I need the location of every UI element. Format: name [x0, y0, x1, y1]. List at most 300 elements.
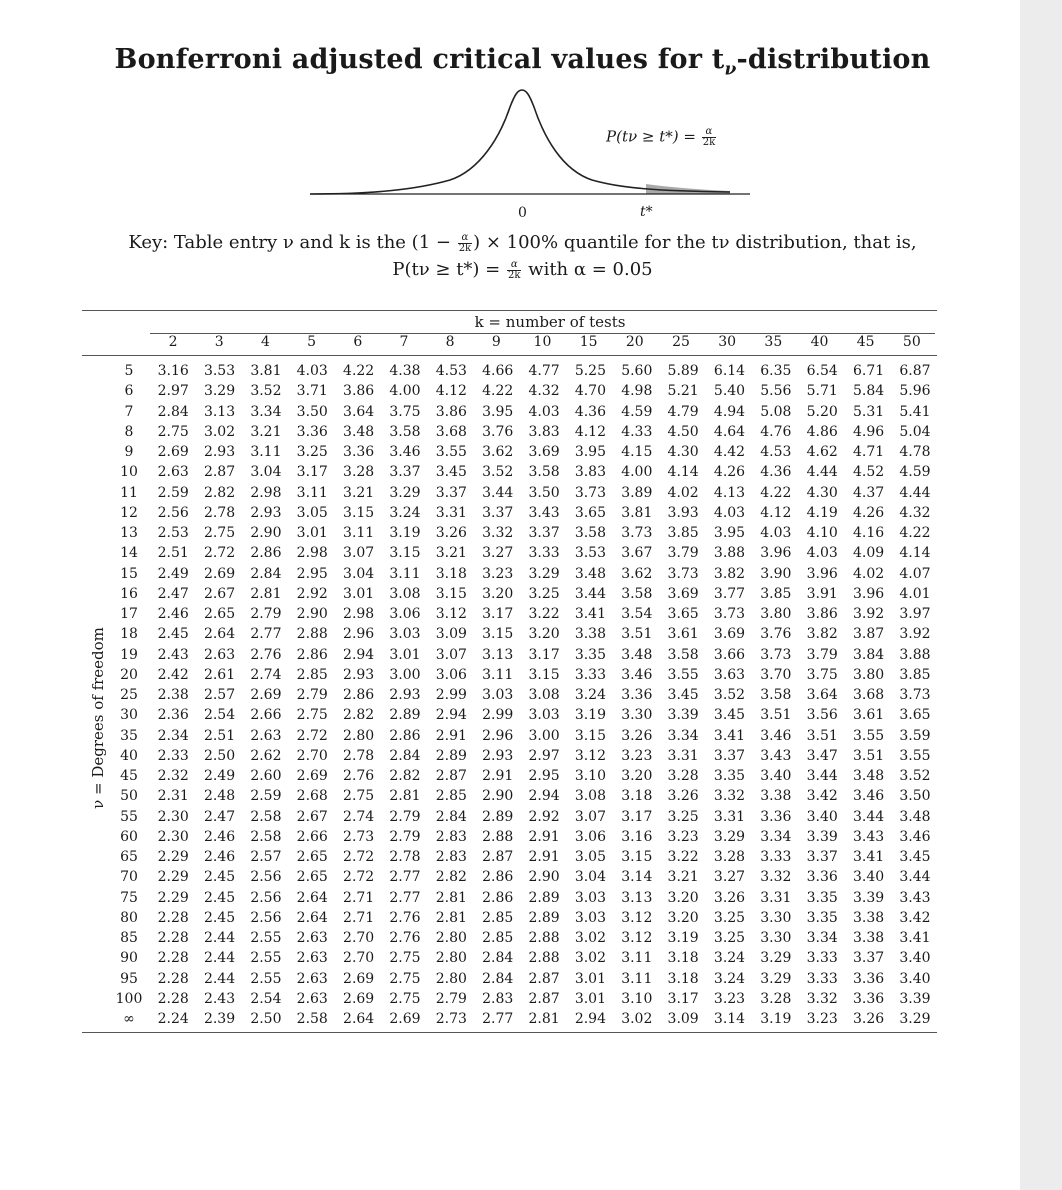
critical-value-cell: 4.96: [852, 423, 885, 440]
k-value-header: 50: [902, 334, 921, 350]
degrees-of-freedom-cell: 18: [120, 626, 138, 643]
critical-value-cell: 2.96: [482, 727, 514, 744]
critical-value-cell: 2.98: [296, 545, 328, 562]
critical-value-cell: 2.84: [482, 950, 514, 967]
critical-value-cell: 4.12: [574, 423, 606, 440]
critical-value-cell: 2.93: [343, 666, 375, 683]
critical-value-cell: 4.03: [806, 545, 838, 562]
critical-value-cell: 3.58: [621, 585, 653, 602]
critical-value-cell: 3.43: [852, 828, 885, 845]
table-row: [108, 361, 938, 381]
critical-value-cell: 2.45: [203, 889, 236, 906]
critical-value-cell: 3.66: [713, 646, 746, 663]
critical-value-cell: 2.51: [157, 545, 189, 562]
critical-value-cell: 3.18: [667, 950, 699, 967]
critical-value-cell: 3.21: [435, 545, 467, 562]
critical-value-cell: 3.11: [621, 970, 653, 987]
critical-value-cell: 3.40: [806, 808, 838, 825]
critical-value-cell: 3.56: [806, 707, 838, 724]
critical-value-cell: 3.43: [899, 889, 931, 906]
critical-value-cell: 4.02: [852, 565, 885, 582]
critical-value-cell: 3.96: [806, 565, 838, 582]
critical-value-cell: 3.37: [528, 525, 560, 541]
critical-value-cell: 2.75: [389, 970, 421, 987]
table-row: [108, 969, 938, 989]
critical-value-cell: 3.83: [574, 464, 606, 481]
critical-value-cell: 4.36: [760, 464, 792, 481]
critical-value-cell: 3.46: [760, 727, 792, 744]
critical-value-cell: 3.64: [806, 687, 838, 703]
critical-value-cell: 3.42: [806, 788, 838, 805]
critical-value-cell: 4.33: [621, 423, 653, 440]
critical-value-cell: 3.05: [296, 504, 328, 521]
critical-value-cell: 2.63: [203, 646, 236, 663]
critical-value-cell: 4.02: [667, 484, 699, 501]
critical-value-cell: 3.62: [621, 565, 653, 582]
critical-value-cell: 3.32: [806, 990, 838, 1007]
critical-value-cell: 2.72: [296, 727, 328, 744]
critical-value-cell: 3.93: [667, 504, 699, 521]
critical-value-cell: 3.00: [528, 727, 560, 744]
critical-value-cell: 3.38: [574, 626, 606, 643]
critical-value-cell: 3.68: [435, 423, 467, 440]
critical-value-cell: 3.80: [852, 666, 885, 683]
degrees-of-freedom-cell: 55: [120, 808, 138, 825]
critical-value-cell: 2.73: [435, 1011, 467, 1027]
critical-value-cell: 3.82: [806, 626, 838, 643]
critical-value-cell: 5.56: [760, 383, 792, 400]
critical-value-cell: 2.57: [203, 687, 236, 703]
critical-value-cell: 3.15: [389, 545, 421, 562]
critical-value-cell: 3.40: [899, 970, 931, 987]
critical-value-cell: 3.58: [528, 464, 560, 481]
critical-value-cell: 3.33: [806, 950, 838, 967]
critical-value-cell: 3.38: [760, 788, 792, 805]
critical-value-cell: 3.51: [806, 727, 838, 744]
critical-value-cell: 4.77: [528, 363, 560, 379]
critical-value-cell: 4.10: [806, 525, 838, 541]
critical-value-cell: 3.33: [574, 666, 606, 683]
critical-value-cell: 2.81: [435, 889, 467, 906]
critical-value-cell: 3.37: [852, 950, 885, 967]
critical-value-cell: 2.93: [482, 747, 514, 764]
critical-value-cell: 3.95: [574, 444, 606, 460]
critical-value-cell: 2.59: [250, 788, 282, 805]
critical-value-cell: 3.45: [899, 849, 931, 865]
critical-value-cell: 2.86: [343, 687, 375, 703]
critical-value-cell: 3.36: [806, 869, 838, 886]
critical-value-cell: 5.60: [621, 363, 653, 379]
critical-value-cell: 3.26: [435, 525, 467, 541]
critical-value-cell: 2.54: [203, 707, 236, 724]
critical-value-cell: 3.47: [806, 747, 838, 764]
critical-value-cell: 3.91: [806, 585, 838, 602]
critical-value-cell: 2.43: [157, 646, 189, 663]
critical-value-cell: 2.87: [528, 990, 560, 1007]
critical-value-cell: 3.24: [713, 970, 746, 987]
critical-value-cell: 2.28: [157, 909, 189, 926]
degrees-of-freedom-cell: 45: [120, 768, 138, 784]
critical-value-cell: 3.22: [667, 849, 699, 865]
key-line-2: P(tν ≥ t*) = $\frac{\alpha}{2k}$ with α = 0.05: [392, 258, 653, 281]
critical-value-cell: 3.29: [760, 970, 792, 987]
critical-value-cell: 4.07: [899, 565, 931, 582]
critical-value-cell: 2.69: [389, 1011, 421, 1027]
k-header: k = number of tests: [474, 313, 626, 331]
table-row: [108, 705, 938, 725]
critical-value-cell: 3.31: [435, 504, 467, 521]
critical-value-cell: 3.79: [806, 646, 838, 663]
k-value-header: 10: [533, 334, 552, 350]
table-row: [108, 543, 938, 563]
critical-value-cell: 2.83: [435, 828, 467, 845]
critical-value-cell: 2.99: [435, 687, 467, 703]
critical-value-cell: 3.41: [852, 849, 885, 865]
critical-value-cell: 2.80: [435, 950, 467, 967]
critical-value-cell: 3.80: [760, 606, 792, 622]
critical-value-cell: 3.28: [713, 849, 746, 865]
critical-value-cell: 3.89: [621, 484, 653, 501]
critical-value-cell: 3.39: [852, 889, 885, 906]
critical-value-cell: 4.15: [621, 444, 653, 460]
table-row: [108, 523, 938, 543]
k-values-row: [150, 334, 935, 350]
critical-value-cell: 2.55: [250, 970, 282, 987]
critical-value-cell: 2.85: [482, 909, 514, 926]
critical-value-cell: 4.79: [667, 403, 699, 420]
critical-value-cell: 3.52: [713, 687, 746, 703]
table-row: [108, 726, 938, 746]
table-row: [108, 422, 938, 442]
critical-value-cell: 3.55: [667, 666, 699, 683]
critical-value-cell: 2.80: [343, 727, 375, 744]
critical-value-cell: 3.06: [435, 666, 467, 683]
table-row: [108, 402, 938, 422]
critical-value-cell: 3.37: [482, 504, 514, 521]
critical-value-cell: 3.40: [760, 768, 792, 784]
critical-value-cell: 2.83: [482, 990, 514, 1007]
critical-value-cell: 2.90: [296, 606, 328, 622]
critical-value-cell: 2.93: [250, 504, 282, 521]
critical-value-cell: 3.46: [621, 666, 653, 683]
table-row: [108, 948, 938, 968]
critical-value-cell: 3.06: [574, 828, 606, 845]
critical-value-cell: 3.86: [343, 383, 375, 400]
critical-value-cell: 4.22: [482, 383, 514, 400]
critical-value-cell: 2.46: [203, 849, 236, 865]
critical-value-cell: 3.45: [435, 464, 467, 481]
critical-value-cell: 2.55: [250, 930, 282, 946]
critical-value-cell: 3.37: [806, 849, 838, 865]
critical-value-cell: 5.21: [667, 383, 699, 400]
critical-value-cell: 3.01: [574, 990, 606, 1007]
critical-value-cell: 3.96: [760, 545, 792, 562]
critical-value-cell: 3.20: [667, 889, 699, 906]
critical-value-cell: 3.19: [760, 1011, 792, 1027]
critical-value-cell: 3.18: [435, 565, 467, 582]
critical-value-cell: 3.45: [667, 687, 699, 703]
critical-value-cell: 3.53: [203, 363, 236, 379]
critical-value-cell: 3.81: [621, 504, 653, 521]
right-margin-bar: [1020, 0, 1062, 1190]
critical-value-cell: 3.62: [482, 444, 514, 460]
critical-value-cell: 3.21: [667, 869, 699, 886]
critical-value-cell: 3.44: [852, 808, 885, 825]
alpha-over-2k-fraction: $\frac{\alpha}{2k}$: [508, 258, 521, 281]
critical-value-cell: 2.29: [157, 849, 189, 865]
critical-value-cell: 2.72: [203, 545, 236, 562]
critical-value-cell: 4.09: [852, 545, 885, 562]
table-row: [108, 564, 938, 584]
critical-value-cell: 3.48: [899, 808, 931, 825]
critical-value-cell: 4.30: [667, 444, 699, 460]
critical-value-cell: 4.32: [528, 383, 560, 400]
critical-value-cell: 3.11: [621, 950, 653, 967]
degrees-of-freedom-cell: 10: [120, 464, 138, 481]
degrees-of-freedom-cell: 85: [120, 930, 138, 946]
critical-value-cell: 2.67: [203, 585, 236, 602]
critical-value-cell: 3.37: [713, 747, 746, 764]
table-row: [108, 928, 938, 948]
critical-value-cell: 3.33: [760, 849, 792, 865]
critical-value-cell: 3.29: [389, 484, 421, 501]
critical-value-cell: 3.20: [621, 768, 653, 784]
critical-value-cell: 2.33: [157, 747, 189, 764]
critical-value-cell: 2.58: [250, 808, 282, 825]
critical-value-cell: 3.86: [435, 403, 467, 420]
critical-value-cell: 2.70: [343, 930, 375, 946]
critical-value-cell: 2.84: [435, 808, 467, 825]
critical-value-cell: 3.25: [528, 585, 560, 602]
critical-value-cell: 2.97: [528, 747, 560, 764]
table-row: [108, 442, 938, 462]
critical-value-cell: 2.56: [250, 869, 282, 886]
critical-value-cell: 3.92: [899, 626, 931, 643]
critical-value-cell: 3.25: [296, 444, 328, 460]
k-value-header: 35: [764, 334, 783, 350]
critical-value-cell: 2.71: [343, 889, 375, 906]
critical-value-cell: 3.58: [760, 687, 792, 703]
critical-value-cell: 3.07: [343, 545, 375, 562]
critical-value-cell: 3.11: [250, 444, 282, 460]
page-title: Bonferroni adjusted critical values for $t_\nu$-distribution: [114, 44, 931, 80]
k-value-header: 6: [353, 334, 363, 350]
critical-value-cell: 2.58: [250, 828, 282, 845]
critical-value-cell: 2.66: [296, 828, 328, 845]
critical-value-cell: 3.41: [574, 606, 606, 622]
critical-value-cell: 3.44: [482, 484, 514, 501]
critical-value-cell: 2.99: [482, 707, 514, 724]
critical-value-cell: 3.02: [574, 930, 606, 946]
critical-value-cell: 3.12: [621, 909, 653, 926]
degrees-of-freedom-cell: ∞: [123, 1011, 135, 1027]
critical-value-cell: 2.45: [203, 909, 236, 926]
critical-value-cell: 3.11: [343, 525, 375, 541]
critical-value-cell: 2.44: [203, 930, 236, 946]
table-row: [108, 503, 938, 523]
critical-value-cell: 3.37: [389, 464, 421, 481]
critical-value-cell: 3.13: [482, 646, 514, 663]
critical-value-cell: 3.68: [852, 687, 885, 703]
critical-value-cell: 2.68: [296, 788, 328, 805]
critical-value-cell: 2.70: [296, 747, 328, 764]
degrees-of-freedom-cell: 9: [124, 444, 134, 460]
critical-value-cell: 4.50: [667, 423, 699, 440]
critical-value-cell: 5.71: [806, 383, 838, 400]
critical-value-cell: 2.56: [250, 889, 282, 906]
critical-value-cell: 3.29: [528, 565, 560, 582]
critical-value-cell: 3.38: [852, 930, 885, 946]
key-line-1: Key: Table entry ν and k is the (1 − $\frac{\alpha}{2k}$ ) × 100% quantile for the tν distribution, that is,: [128, 231, 917, 254]
critical-value-cell: 3.32: [482, 525, 514, 541]
critical-value-cell: 2.75: [389, 990, 421, 1007]
critical-value-cell: 3.01: [343, 585, 375, 602]
table-row: [108, 1009, 938, 1029]
critical-value-cell: 2.91: [435, 727, 467, 744]
critical-value-cell: 2.91: [528, 828, 560, 845]
critical-value-cell: 3.03: [389, 626, 421, 643]
critical-value-cell: 3.18: [667, 970, 699, 987]
critical-value-cell: 3.28: [667, 768, 699, 784]
critical-value-cell: 2.34: [157, 727, 189, 744]
alpha-over-2k-fraction: $\frac{\alpha}{2k}$: [702, 126, 716, 148]
critical-value-cell: 3.45: [713, 707, 746, 724]
critical-value-cell: 3.05: [574, 849, 606, 865]
critical-value-cell: 3.26: [713, 889, 746, 906]
k-value-header: 3: [214, 334, 224, 350]
k-value-header: 4: [260, 334, 270, 350]
critical-value-cell: 2.64: [203, 626, 236, 643]
critical-value-cell: 2.64: [296, 889, 328, 906]
critical-value-cell: 2.74: [343, 808, 375, 825]
critical-value-cell: 2.70: [343, 950, 375, 967]
critical-value-cell: 2.87: [203, 464, 236, 481]
critical-value-cell: 2.49: [203, 768, 236, 784]
critical-value-cell: 3.32: [760, 869, 792, 886]
degrees-of-freedom-cell: 13: [120, 525, 138, 541]
critical-value-cell: 2.60: [250, 768, 282, 784]
critical-value-cell: 3.01: [389, 646, 421, 663]
k-value-header: 45: [856, 334, 875, 350]
critical-value-cell: 2.75: [203, 525, 236, 541]
critical-value-cell: 2.63: [296, 990, 328, 1007]
critical-value-cell: 2.89: [528, 889, 560, 906]
critical-value-cell: 2.84: [482, 970, 514, 987]
degrees-of-freedom-label: ν = Degrees of freedom: [89, 627, 107, 809]
critical-value-cell: 6.71: [852, 363, 885, 379]
critical-value-cell: 2.86: [296, 646, 328, 663]
critical-value-cell: 3.06: [389, 606, 421, 622]
critical-value-cell: 2.72: [343, 849, 375, 865]
critical-value-cell: 3.52: [899, 768, 931, 784]
critical-value-cell: 2.42: [157, 666, 189, 683]
critical-value-cell: 4.44: [899, 484, 931, 501]
critical-value-cell: 4.14: [667, 464, 699, 481]
critical-value-cell: 2.93: [203, 444, 236, 460]
critical-value-cell: 3.46: [899, 828, 931, 845]
critical-value-cell: 3.23: [713, 990, 746, 1007]
critical-value-cell: 2.38: [157, 687, 189, 703]
critical-value-cell: 3.28: [760, 990, 792, 1007]
critical-value-cell: 2.86: [482, 889, 514, 906]
critical-value-cell: 3.55: [852, 727, 885, 744]
critical-value-cell: 4.66: [482, 363, 514, 379]
critical-value-cell: 3.07: [574, 808, 606, 825]
table-row: [108, 847, 938, 867]
critical-value-cell: 2.24: [157, 1011, 189, 1027]
critical-value-cell: 3.55: [899, 747, 931, 764]
critical-value-cell: 2.59: [157, 484, 189, 501]
critical-value-cell: 2.94: [528, 788, 560, 805]
critical-value-cell: 4.53: [435, 363, 467, 379]
critical-value-cell: 2.75: [389, 950, 421, 967]
critical-value-cell: 3.58: [667, 646, 699, 663]
critical-value-cell: 2.79: [296, 687, 328, 703]
critical-value-cell: 3.23: [806, 1011, 838, 1027]
critical-value-cell: 3.15: [435, 585, 467, 602]
critical-value-cell: 2.50: [250, 1011, 282, 1027]
critical-value-cell: 3.69: [667, 585, 699, 602]
critical-value-cell: 3.50: [528, 484, 560, 501]
critical-value-cell: 3.25: [667, 808, 699, 825]
critical-value-cell: 3.82: [713, 565, 746, 582]
critical-value-cell: 2.69: [203, 565, 236, 582]
critical-value-cell: 3.43: [528, 504, 560, 521]
critical-value-cell: 3.36: [296, 423, 328, 440]
critical-value-cell: 2.69: [157, 444, 189, 460]
critical-value-cell: 3.76: [482, 423, 514, 440]
critical-value-cell: 2.65: [296, 849, 328, 865]
critical-value-cell: 3.48: [852, 768, 885, 784]
critical-value-cell: 3.48: [574, 565, 606, 582]
header-bottom-rule: [82, 355, 937, 356]
critical-value-cell: 4.98: [621, 383, 653, 400]
critical-value-cell: 2.78: [203, 504, 236, 521]
critical-value-cell: 2.43: [203, 990, 236, 1007]
critical-value-cell: 2.91: [482, 768, 514, 784]
critical-value-cell: 2.77: [389, 889, 421, 906]
critical-value-cell: 3.04: [250, 464, 282, 481]
critical-value-cell: 2.76: [343, 768, 375, 784]
critical-value-cell: 2.98: [250, 484, 282, 501]
critical-value-cell: 4.16: [852, 525, 885, 541]
critical-value-cell: 2.28: [157, 950, 189, 967]
critical-value-cell: 2.28: [157, 930, 189, 946]
critical-value-cell: 2.47: [157, 585, 189, 602]
critical-value-cell: 3.03: [574, 909, 606, 926]
critical-value-cell: 4.62: [806, 444, 838, 460]
critical-value-cell: 3.34: [806, 930, 838, 946]
critical-value-cell: 2.96: [343, 626, 375, 643]
critical-value-cell: 3.55: [435, 444, 467, 460]
degrees-of-freedom-cell: 20: [120, 666, 138, 683]
critical-value-cell: 3.15: [482, 626, 514, 643]
critical-value-cell: 3.11: [482, 666, 514, 683]
k-value-header: 40: [810, 334, 829, 350]
critical-value-cell: 3.10: [574, 768, 606, 784]
critical-value-cell: 2.92: [528, 808, 560, 825]
critical-value-cell: 3.35: [806, 909, 838, 926]
critical-value-cell: 2.79: [435, 990, 467, 1007]
critical-value-cell: 3.37: [435, 484, 467, 501]
critical-value-cell: 2.51: [203, 727, 236, 744]
critical-value-cell: 3.85: [899, 666, 931, 683]
critical-value-cell: 4.14: [899, 545, 931, 562]
degrees-of-freedom-cell: 19: [120, 646, 138, 663]
critical-value-cell: 3.79: [667, 545, 699, 562]
critical-value-cell: 3.73: [713, 606, 746, 622]
critical-value-cell: 3.34: [250, 403, 282, 420]
